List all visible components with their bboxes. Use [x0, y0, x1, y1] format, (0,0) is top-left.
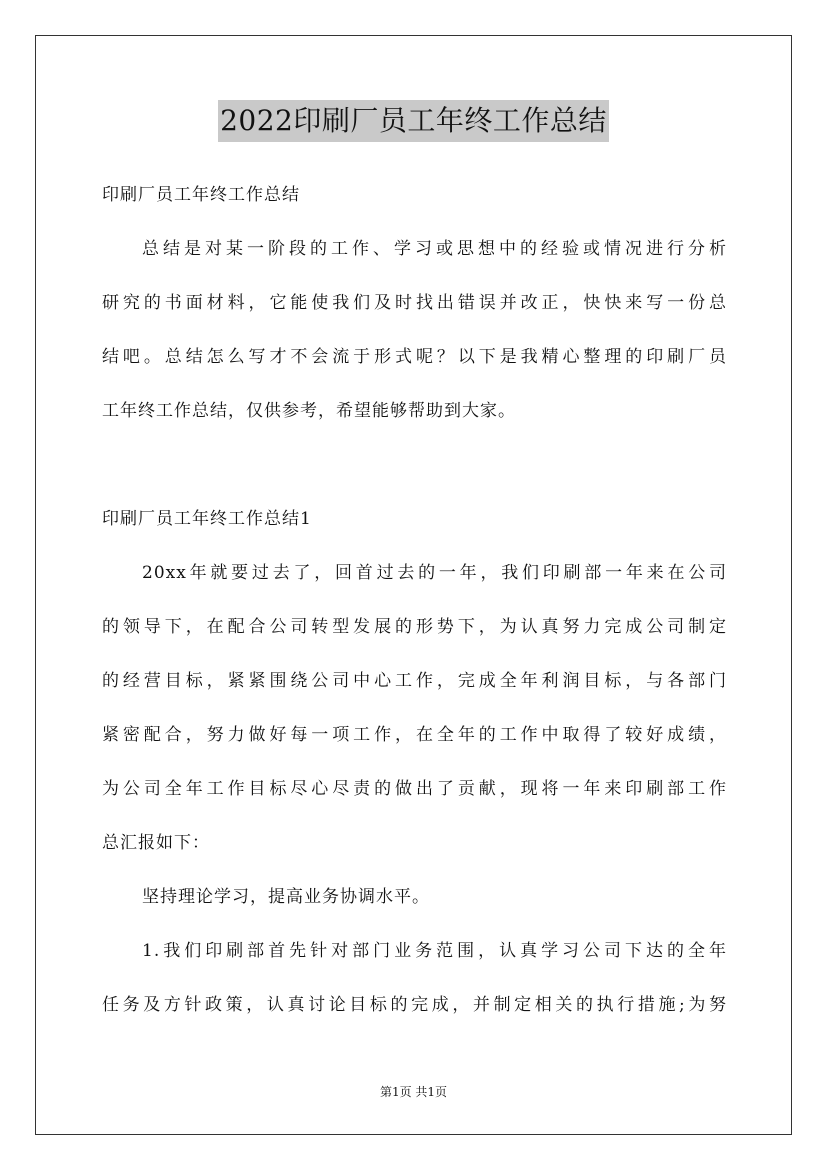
intro-line: 总结是对某一阶段的工作、学习或思想中的经验或情况进行分析	[142, 239, 727, 259]
intro-line: 研究的书面材料，它能使我们及时找出错误并改正，快快来写一份总	[102, 293, 727, 313]
body-line: 紧密配合，努力做好每一项工作，在全年的工作中取得了较好成绩，	[102, 725, 727, 745]
paragraph-gap	[102, 438, 727, 492]
document-body	[102, 168, 727, 1032]
body-line: 为公司全年工作目标尽心尽责的做出了贡献，现将一年来印刷部工作	[102, 779, 727, 799]
section-heading: 印刷厂员工年终工作总结	[102, 185, 300, 205]
body-line: 的领导下，在配合公司转型发展的形势下，为认真努力完成公司制定	[102, 617, 727, 637]
page-footer: 第1页 共1页	[379, 1085, 448, 1099]
intro-line: 工年终工作总结，仅供参考，希望能够帮助到大家。	[102, 401, 516, 421]
body-line: 任务及方针政策，认真讨论目标的完成，并制定相关的执行措施;为努	[102, 995, 727, 1015]
body-line: 20xx年就要过去了，回首过去的一年，我们印刷部一年来在公司	[142, 563, 727, 583]
document-title: 2022印刷厂员工年终工作总结	[218, 100, 609, 142]
intro-line: 结吧。总结怎么写才不会流于形式呢？以下是我精心整理的印刷厂员	[102, 347, 727, 367]
subheading: 坚持理论学习，提高业务协调水平。	[142, 887, 430, 907]
body-line: 的经营目标，紧紧围绕公司中心工作，完成全年利润目标，与各部门	[102, 671, 727, 691]
section-heading: 印刷厂员工年终工作总结1	[102, 509, 312, 529]
body-line: 1.我们印刷部首先针对部门业务范围，认真学习公司下达的全年	[142, 941, 727, 961]
body-line: 总汇报如下：	[102, 833, 210, 853]
title-wrapper	[0, 100, 827, 142]
